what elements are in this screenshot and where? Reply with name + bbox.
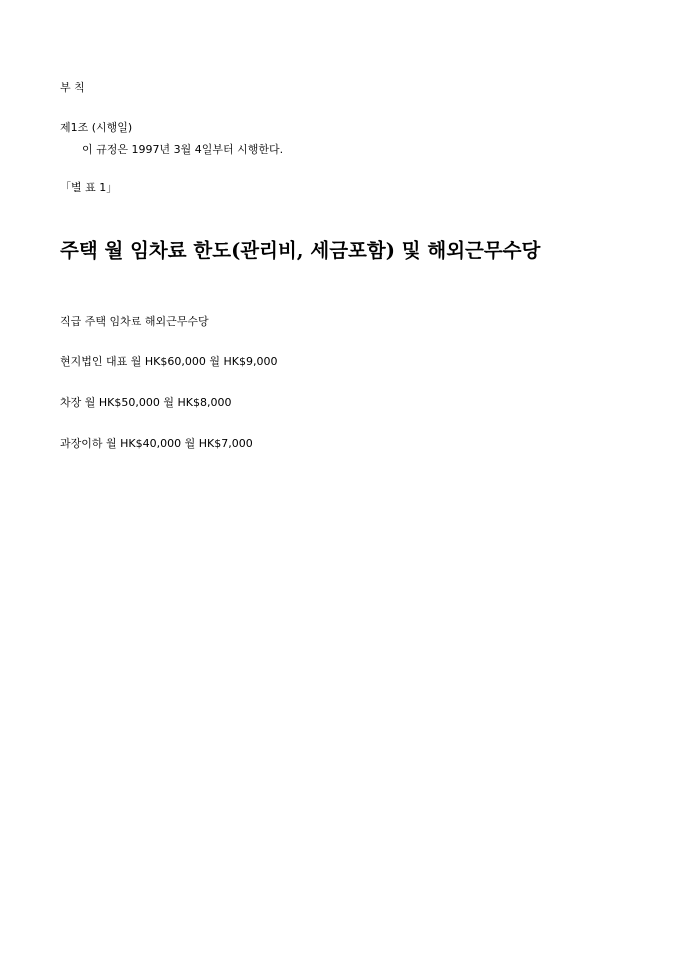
table-row-2: 차장 월 HK$50,000 월 HK$8,000: [60, 396, 232, 409]
table-row-1: 현지법인 대표 월 HK$60,000 월 HK$9,000: [60, 355, 278, 368]
article-text: 이 규정은 1997년 3월 4일부터 시행한다.: [82, 143, 284, 156]
supplementary-title: 부 칙: [60, 81, 85, 94]
appendix-label: 「별 표 1」: [60, 181, 118, 194]
table-header: 직급 주택 임차료 해외근무수당: [60, 315, 209, 328]
appendix-heading: 주택 월 임차료 한도(관리비, 세금포함) 및 해외근무수당: [60, 239, 541, 262]
article-heading: 제1조 (시행일): [60, 121, 133, 134]
table-row-3: 과장이하 월 HK$40,000 월 HK$7,000: [60, 437, 253, 450]
